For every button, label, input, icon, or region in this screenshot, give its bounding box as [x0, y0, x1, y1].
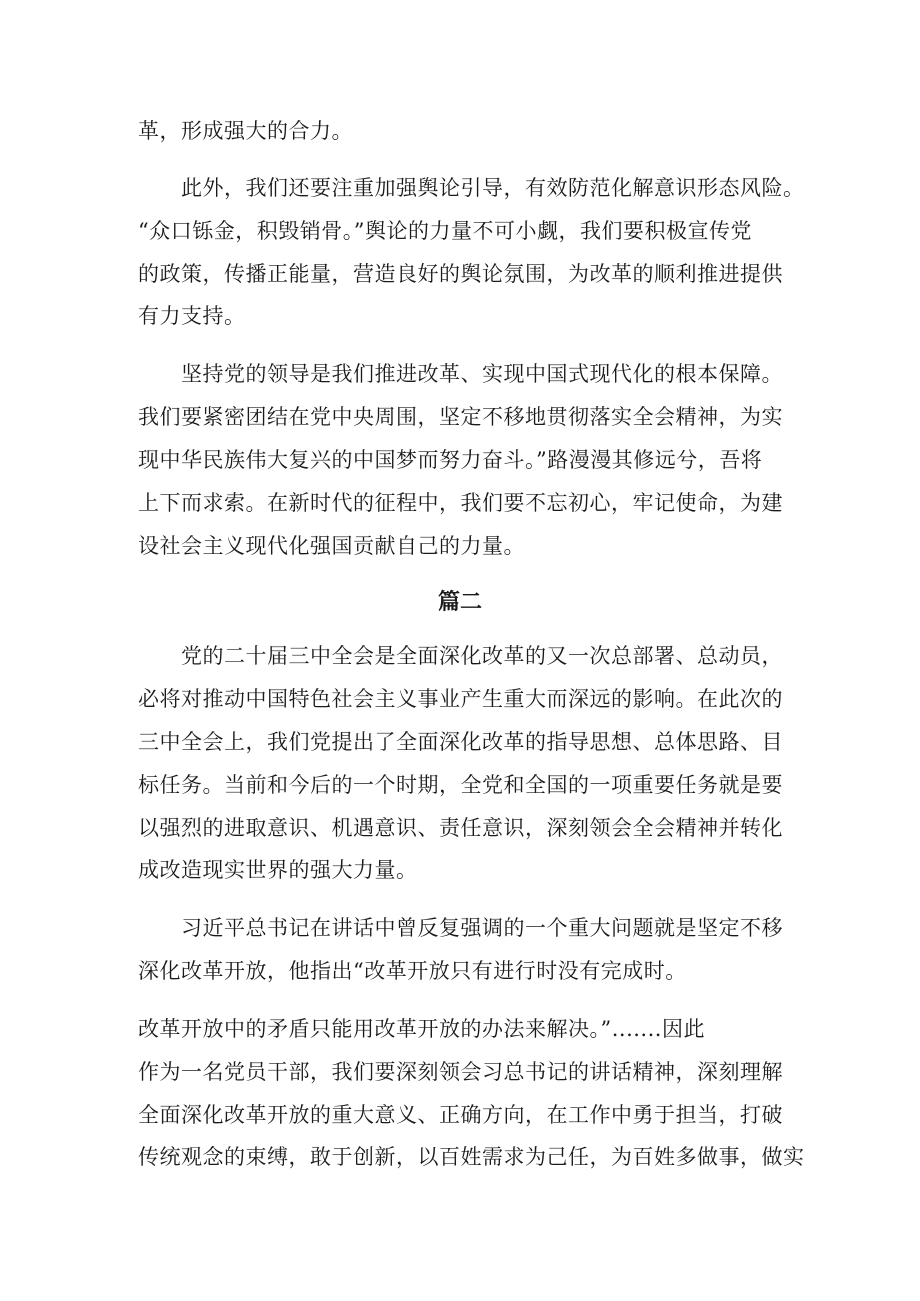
paragraph-5-line-1: 习近平总书记在讲话中曾反复强调的一个重大问题就是坚定不移: [181, 916, 783, 940]
paragraph-5-line-3: 改革开放中的矛盾只能用改革开放的办法来解决。”.......因此: [138, 1017, 705, 1041]
paragraph-4-line-3: 三中全会上，我们党提出了全面深化改革的指导思想、总体思路、目: [138, 730, 783, 754]
paragraph-4-line-6: 成改造现实世界的强大力量。: [138, 858, 418, 882]
paragraph-3-line-5: 设社会主义现代化强国贡献自己的力量。: [138, 534, 525, 558]
paragraph-2-line-1: 此外，我们还要注重加强舆论引导，有效防范化解意识形态风险。: [181, 176, 805, 200]
paragraph-2-line-4: 有力支持。: [138, 304, 246, 328]
paragraph-3-line-3: 现中华民族伟大复兴的中国梦而努力奋斗。”路漫漫其修远兮，吾将: [138, 448, 763, 472]
paragraph-2-line-3: 的政策，传播正能量，营造良好的舆论氛围，为改革的顺利推进提供: [138, 262, 783, 286]
paragraph-4-line-1: 党的二十届三中全会是全面深化改革的又一次总部署、总动员，: [181, 644, 783, 668]
paragraph-3-line-4: 上下而求索。在新时代的征程中，我们要不忘初心，牢记使命，为建: [138, 491, 783, 515]
paragraph-2-line-2: “众口铄金，积毁销骨。”舆论的力量不可小觑，我们要积极宣传党: [138, 219, 752, 243]
paragraph-3-line-2: 我们要紧密团结在党中央周围，坚定不移地贯彻落实全会精神，为实: [138, 405, 783, 429]
section-heading: 篇二: [437, 590, 482, 615]
paragraph-4-line-4: 标任务。当前和今后的一个时期，全党和全国的一项重要任务就是要: [138, 773, 783, 797]
paragraph-4-line-5: 以强烈的进取意识、机遇意识、责任意识，深刻领会全会精神并转化: [138, 816, 783, 840]
paragraph-4-line-2: 必将对推动中国特色社会主义事业产生重大而深远的影响。在此次的: [138, 687, 783, 711]
paragraph-5-line-6: 传统观念的束缚，敢于创新，以百姓需求为己任，为百姓多做事，做实: [138, 1145, 805, 1169]
paragraph-5-line-2: 深化改革开放，他指出“改革开放只有进行时没有完成时。: [138, 959, 687, 983]
paragraph-5-line-5: 全面深化改革开放的重大意义、正确方向，在工作中勇于担当，打破: [138, 1103, 783, 1127]
paragraph-1-line-1: 革，形成强大的合力。: [138, 119, 353, 143]
paragraph-3-line-1: 坚持党的领导是我们推进改革、实现中国式现代化的根本保障。: [181, 362, 783, 386]
paragraph-5-line-4: 作为一名党员干部，我们要深刻领会习总书记的讲话精神，深刻理解: [138, 1060, 783, 1084]
